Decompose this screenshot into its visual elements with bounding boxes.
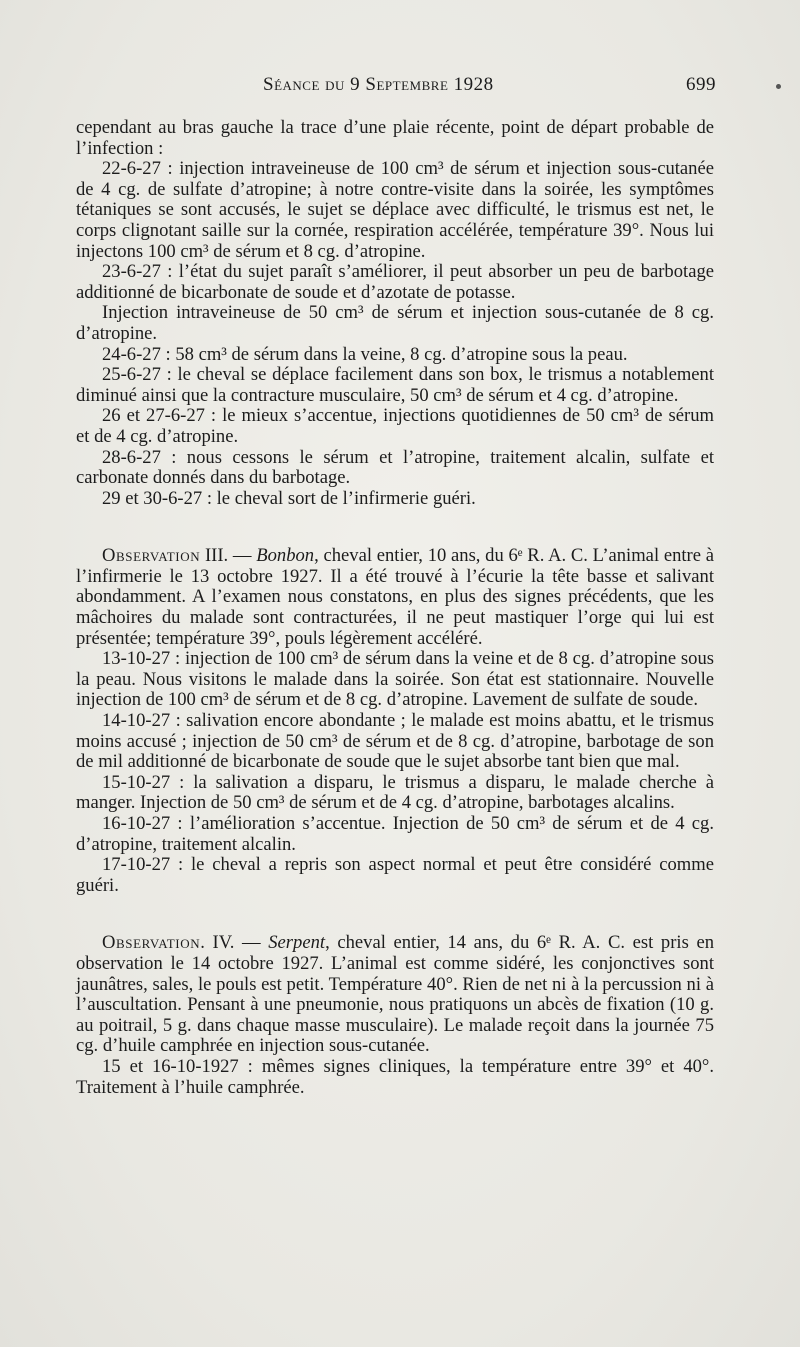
observation-label: Observation	[102, 545, 201, 567]
paragraph: 24-6-27 : 58 cm³ de sérum dans la veine, 8 cg. d’atropine sous la peau.	[102, 343, 628, 365]
body-text	[76, 118, 714, 1098]
paragraph: cependant au bras gauche la trace d’une plaie récente, point de départ probable de l’infection :	[76, 117, 714, 159]
observation-label: Observation	[102, 932, 201, 954]
paragraph: Injection intraveineuse de 50 cm³ de sérum et injection sous-cutanée de 8 cg. d’atropine.	[76, 302, 714, 344]
horse-name: Bonbon	[256, 545, 315, 567]
observation-intro-text: , cheval entier, 14 ans, du 6ᵉ R. A. C. est pris en observation le 14 octobre 1927. L’animal est comme sidéré, les conjonctives sont jaunâtres, sales, le pouls est petit. Température 40°. Rien de net ni à la percussion ni à l’auscultation. Pensant à une pneumonie, nous pratiquons un abcès de fixation (10 g. au poitrail, 5 g. dans chaque masse musculaire). Le malade reçoit dans la journée 75 cg. d’huile camphrée en injection sous-cutanée.	[76, 932, 715, 1057]
paragraph: 28-6-27 : nous cessons le sérum et l’atropine, traitement alcalin, sulfate et carbonate donnés dans du barbotage.	[76, 446, 714, 489]
paragraph: 29 et 30-6-27 : le cheval sort de l’infirmerie guéri.	[102, 487, 476, 509]
paragraph: 14-10-27 : salivation encore abondante ; le malade est moins abattu, et le trismus moins accusé ; injection de 50 cm³ de sérum et de 8 cg. d’atropine, barbotage de son de mil additionné de bicarbonate de soude que le sujet absorbe tant bien que mal.	[76, 710, 714, 773]
observation-intro-text: , cheval entier, 10 ans, du 6ᵉ R. A. C. L’animal entre à l’infirmerie le 13 octobre 1927. Il a été trouvé à l’écurie la tête basse et salivant abondamment. A l’examen nous constatons, en plus des signes précédents, que les mâchoires du malade sont contracturées, il ne peut mastiquer l’orge qui lui est présentée; température 39°, pouls légèrement accéléré.	[76, 545, 714, 649]
paragraph: 26 et 27-6-27 : le mieux s’accentue, injections quotidiennes de 50 cm³ de sérum et de 4 cg. d’atropine.	[76, 405, 714, 447]
observation-numeral: . IV. —	[200, 932, 269, 954]
paragraph: 23-6-27 : l’état du sujet paraît s’améliorer, il peut absorber un peu de barbotage additionné de bicarbonate de soude et d’azotate de potasse.	[76, 261, 714, 303]
observation-3-intro	[76, 546, 714, 649]
paragraph: 13-10-27 : injection de 100 cm³ de sérum dans la veine et de 8 cg. d’atropine sous la peau. Nous visitons le malade dans la soirée. Son état est stationnaire. Nouvelle injection de 100 cm³ de sérum et de 8 cg. d’atropine. Lavement de sulfate de soude.	[76, 648, 714, 711]
paragraph: 15-10-27 : la salivation a disparu, le trismus a disparu, le malade cherche à manger. Injection de 50 cm³ de sérum et de 4 cg. d’atropine, barbotages alcalins.	[76, 771, 714, 814]
paragraph: 15 et 16-10-1927 : mêmes signes cliniques, la température entre 39° et 40°. Traitement à l’huile camphrée.	[76, 1055, 714, 1098]
paragraph: 25-6-27 : le cheval se déplace facilement dans son box, le trismus a notablement diminué ainsi que la contracture musculaire, 50 cm³ de sérum et 4 cg. d’atropine.	[76, 364, 714, 406]
paragraph: 16-10-27 : l’amélioration s’accentue. Injection de 50 cm³ de sérum et de 4 cg. d’atropine, traitement alcalin.	[76, 813, 714, 855]
observation-numeral: III. —	[204, 545, 257, 567]
page-number: 699	[686, 74, 716, 95]
running-title: Séance du 9 Septembre 1928	[263, 74, 494, 95]
horse-name: Serpent	[268, 932, 326, 954]
running-header	[76, 72, 716, 98]
ink-speck	[776, 84, 781, 89]
paragraph: 22-6-27 : injection intraveineuse de 100 cm³ de sérum et injection sous-cutanée de 4 cg. de sulfate d’atropine; à notre contre-visite dans la soirée, les symptômes tétaniques se sont accusés, le sujet se déplace avec difficulté, le trismus est net, le corps clignotant saille sur la cornée, respiration accélérée, température 39°. Nous lui injectons 100 cm³ de sérum et 8 cg. d’atropine.	[76, 158, 714, 262]
observation-4-intro	[76, 933, 714, 1057]
paragraph: 17-10-27 : le cheval a repris son aspect normal et peut être considéré comme guéri.	[76, 854, 714, 896]
